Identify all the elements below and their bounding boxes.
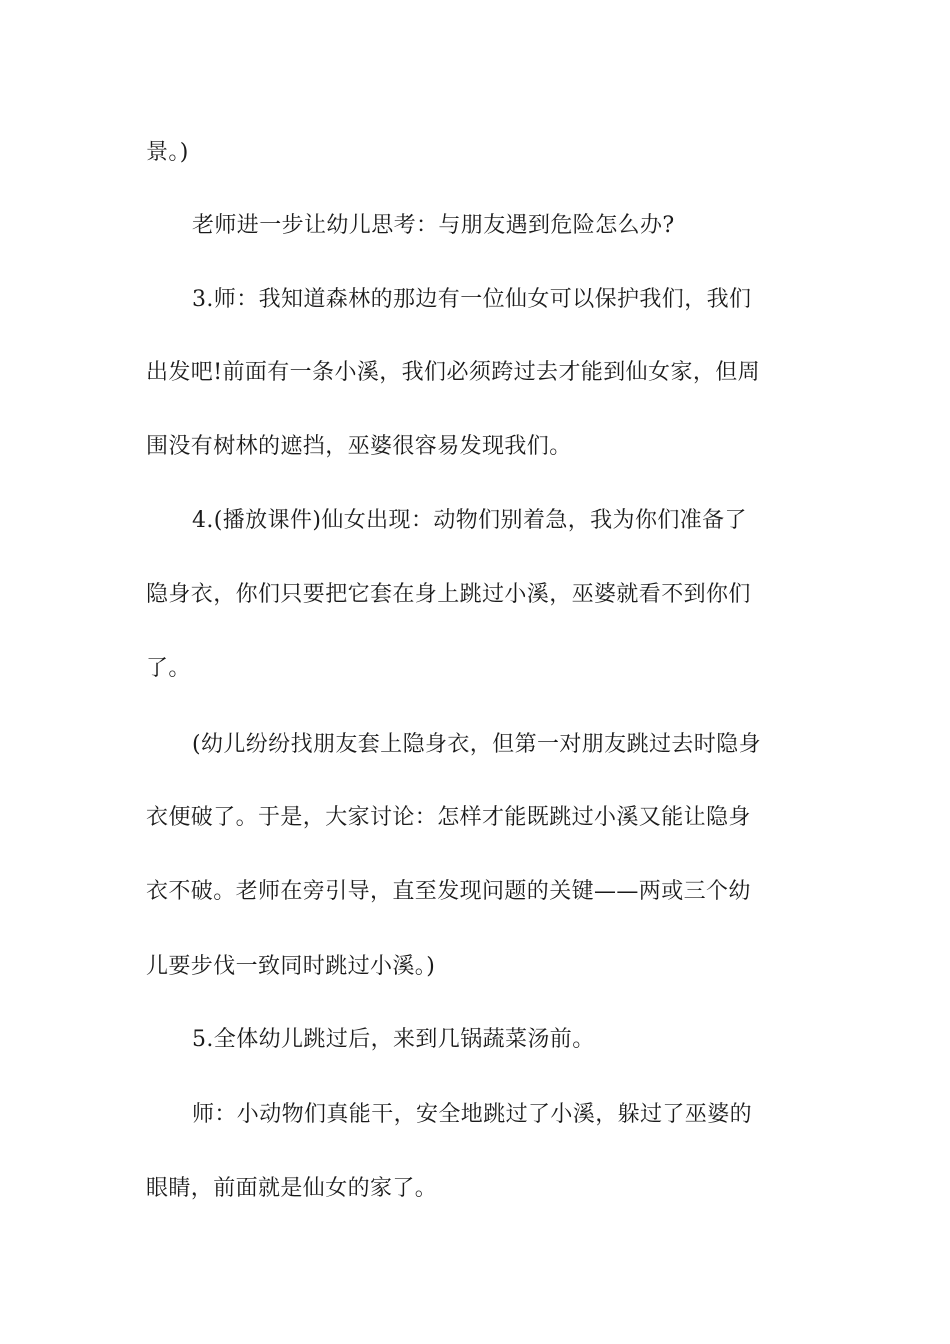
text-line-5: 围没有树林的遮挡，巫婆很容易发现我们。: [146, 434, 572, 459]
text-line-6: 4.(播放课件)仙女出现：动物们别着急，我为你们准备了: [192, 508, 747, 533]
text-line-7: 隐身衣，你们只要把它套在身上跳过小溪，巫婆就看不到你们: [146, 582, 751, 607]
text-line-11: 衣不破。老师在旁引导，直至发现问题的关键——两或三个幼: [146, 879, 751, 904]
text-line-3: 3.师：我知道森林的那边有一位仙女可以保护我们，我们: [192, 287, 752, 312]
text-line-12: 儿要步伐一致同时跳过小溪。): [146, 954, 436, 979]
text-line-8: 了。: [146, 656, 191, 681]
text-line-10: 衣便破了。于是，大家讨论：怎样才能既跳过小溪又能让隐身: [146, 805, 751, 830]
text-line-2: 老师进一步让幼儿思考：与朋友遇到危险怎么办?: [192, 213, 675, 238]
text-line-9: (幼儿纷纷找朋友套上隐身衣，但第一对朋友跳过去时隐身: [192, 732, 761, 757]
text-line-4: 出发吧!前面有一条小溪，我们必须跨过去才能到仙女家，但周: [146, 360, 761, 385]
text-line-15: 眼睛，前面就是仙女的家了。: [146, 1176, 438, 1201]
text-line-14: 师：小动物们真能干，安全地跳过了小溪，躲过了巫婆的: [192, 1102, 753, 1127]
text-line-1: 景。): [146, 140, 189, 165]
text-line-13: 5.全体幼儿跳过后，来到几锅蔬菜汤前。: [192, 1027, 595, 1052]
